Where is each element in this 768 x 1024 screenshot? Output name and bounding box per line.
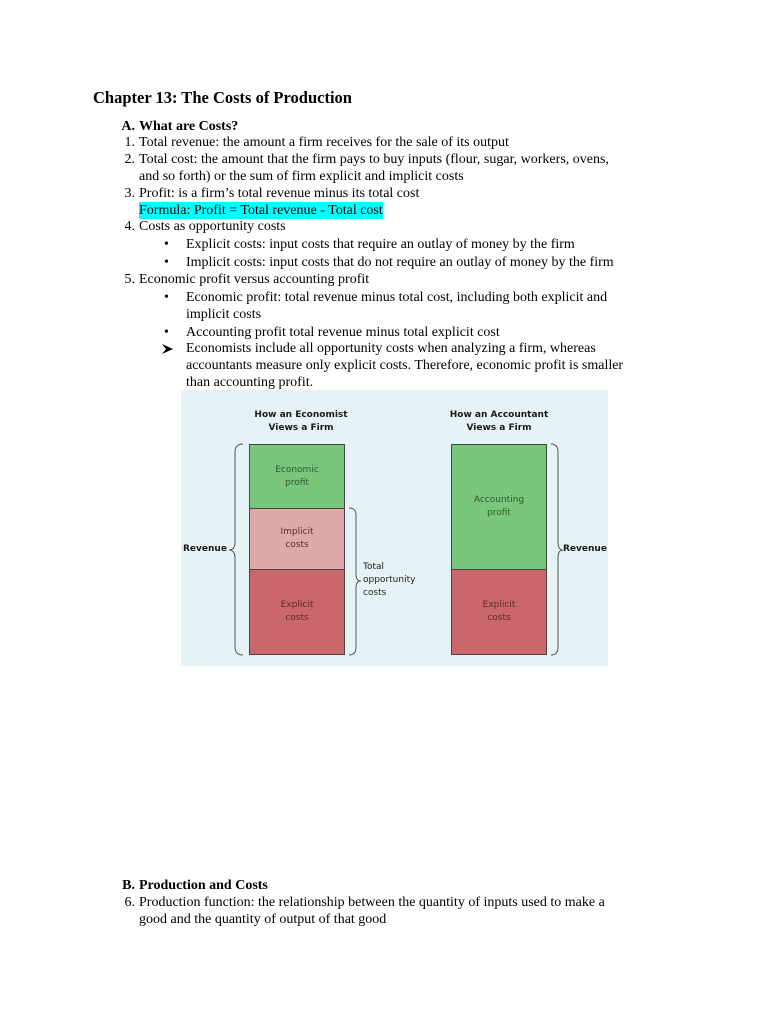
implicit-costs-bullet: Implicit costs: input costs that do not require an outlay of money by the firm [186, 255, 614, 270]
implicit-costs-block: Implicit costs [249, 508, 345, 570]
item-6-line-2: good and the quantity of output of that good [139, 912, 387, 927]
economic-profit-block: Economic profit [249, 444, 345, 509]
explicit-costs-block-right: Explicit costs [451, 569, 547, 655]
section-b-title: Production and Costs [139, 878, 268, 893]
explicit-costs-bullet: Explicit costs: input costs that require an outlay of money by the firm [186, 237, 575, 252]
item-4-text: Costs as opportunity costs [139, 219, 286, 234]
bullet-icon: • [164, 290, 169, 305]
profit-formula: Formula: Profit = Total revenue - Total cost [139, 203, 383, 218]
item-6-line-1: Production function: the relationship between the quantity of inputs used to make a [139, 895, 605, 910]
item-1-text: Total revenue: the amount a firm receives for the sale of its output [139, 135, 509, 150]
accountant-heading: How an Accountant Views a Firm [449, 410, 549, 433]
explicit-costs-block-left: Explicit costs [249, 569, 345, 655]
accounting-profit-block: Accounting profit [451, 444, 547, 570]
chapter-title: Chapter 13: The Costs of Production [93, 88, 352, 107]
item-2-number: 2. [124, 152, 135, 167]
economic-profit-bullet-line-2: implicit costs [186, 307, 262, 322]
arrow-note-line-2: accountants measure only explicit costs. Therefore, economic profit is smaller [186, 358, 624, 373]
total-opportunity-costs-label: Total opportunity costs [363, 562, 416, 598]
item-4-number: 4. [124, 219, 135, 234]
revenue-label-left: Revenue [183, 544, 227, 554]
item-1-number: 1. [124, 135, 135, 150]
brace-lines [181, 390, 608, 666]
revenue-label-right: Revenue [563, 544, 607, 554]
economist-heading: How an Economist Views a Firm [254, 410, 348, 433]
economist-vs-accountant-figure [181, 390, 608, 666]
item-2-line-1: Total cost: the amount that the firm pays to buy inputs (flour, sugar, workers, ovens, [139, 152, 609, 167]
arrow-bullet-icon [161, 342, 175, 360]
bullet-icon: • [164, 237, 169, 252]
economic-profit-bullet-line-1: Economic profit: total revenue minus total cost, including both explicit and [186, 290, 608, 305]
item-3-text: Profit: is a firm’s total revenue minus its total cost [139, 186, 420, 201]
section-b-letter: B. [122, 878, 135, 893]
item-2-line-2: and so forth) or the sum of firm explicit and implicit costs [139, 169, 464, 184]
item-5-number: 5. [124, 272, 135, 287]
bullet-icon: • [164, 325, 169, 340]
item-3-number: 3. [124, 186, 135, 201]
arrow-note-line-1: Economists include all opportunity costs when analyzing a firm, whereas [186, 341, 596, 356]
arrow-note-line-3: than accounting profit. [186, 375, 314, 390]
item-6-number: 6. [124, 895, 135, 910]
section-a-title: What are Costs? [139, 119, 239, 134]
section-a-letter: A. [121, 119, 135, 134]
accounting-profit-bullet: Accounting profit total revenue minus total explicit cost [186, 325, 500, 340]
item-5-text: Economic profit versus accounting profit [139, 272, 370, 287]
bullet-icon: • [164, 255, 169, 270]
